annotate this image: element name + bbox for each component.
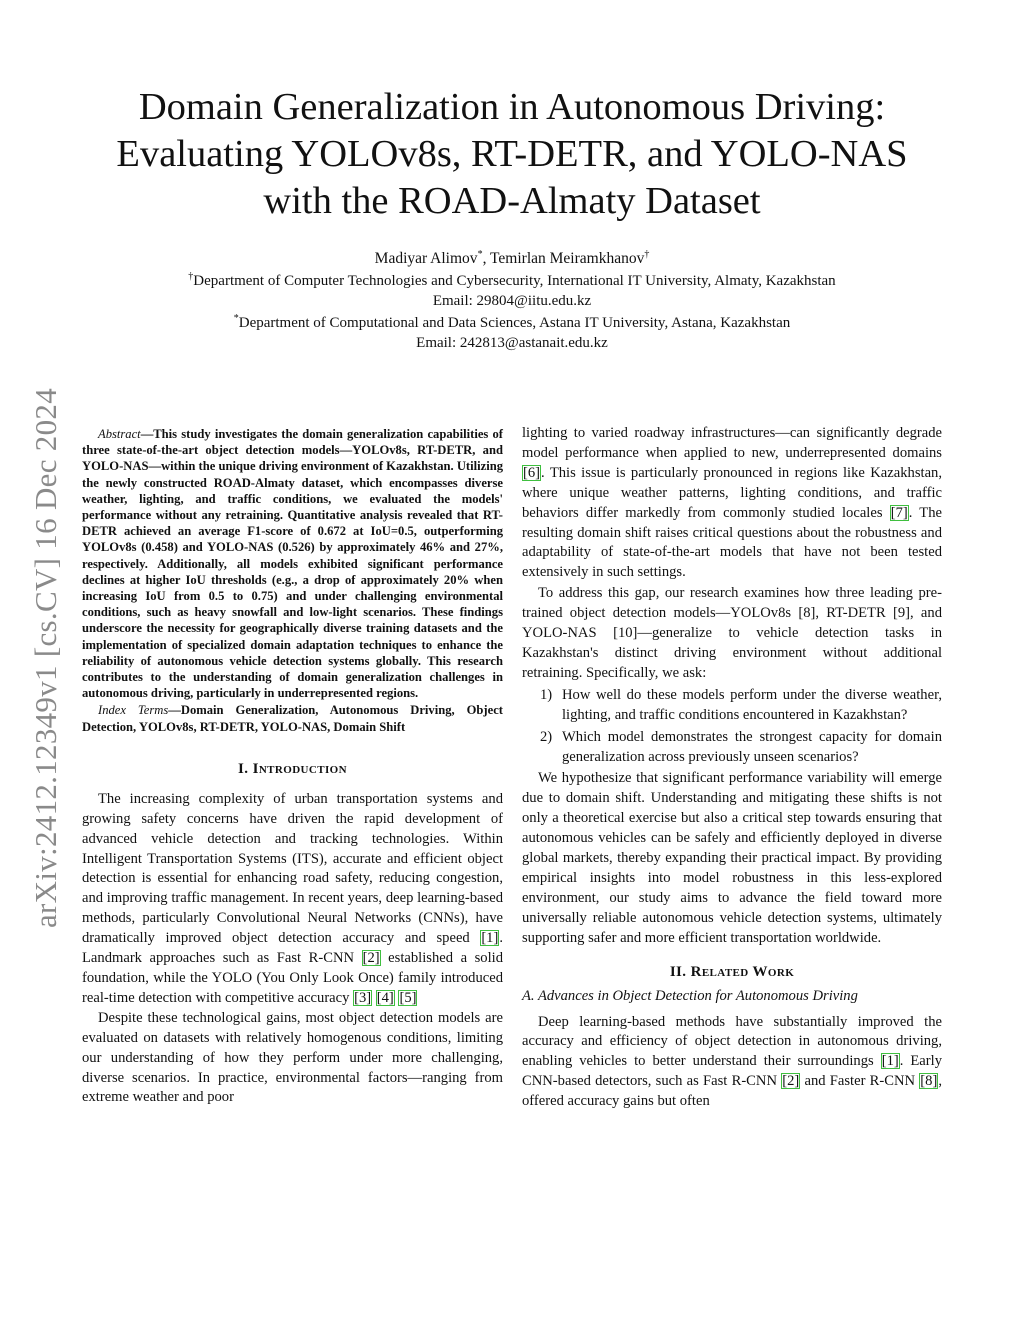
citation-link[interactable]: [7] <box>890 504 908 521</box>
citation-link[interactable]: [8] <box>920 1073 938 1090</box>
title-line-3: with the ROAD-Almaty Dataset <box>263 180 761 222</box>
intro-paragraph-3: To address this gap, our research examines how three leading pre-trained object detection models—YOLOv8s [8], RT-DETR [9], and YOLO-NAS [10]—generalize to vehicle detection tasks in Kazakhstan's distinct driving environment without additional retraining. Specifically, we ask: <box>522 585 942 681</box>
paragraph-text: . Landmark approaches such as Fast R-CNN <box>82 930 503 967</box>
abstract-paragraph <box>82 426 503 701</box>
paragraph-text: , offered accuracy gains but often <box>522 1073 942 1110</box>
affiliation-email: Email: 242813@astanait.edu.kz <box>416 335 608 351</box>
list-item-text: Which model demonstrates the strongest capacity for domain generalization across previously unseen scenarios? <box>562 728 942 765</box>
author-mark: * <box>477 249 483 260</box>
index-terms-text: —Domain Generalization, Autonomous Driving, Object Detection, YOLOv8s, RT-DETR, YOLO-NAS, Domain Shift <box>82 703 504 734</box>
affiliation-mark: † <box>188 271 194 282</box>
author-name: Temirlan Meiramkhanov <box>490 250 645 267</box>
affiliation-mark: * <box>233 313 239 324</box>
paper-title <box>60 84 964 225</box>
index-terms-label: Index Terms <box>98 703 169 718</box>
abstract-block <box>82 426 503 735</box>
paragraph-text: . Early CNN-based detectors, such as Fast R-CNN <box>522 1053 942 1090</box>
citation-link[interactable]: [1] <box>881 1053 899 1070</box>
left-column <box>82 426 503 1108</box>
list-item <box>522 686 942 726</box>
citation-link[interactable]: [5] <box>399 989 417 1006</box>
paragraph-text: lighting to varied roadway infrastructures—can significantly degrade model performance when applied to new, underrepresented domains <box>522 425 942 461</box>
list-item-text: How well do these models perform under the diverse weather, lighting, and traffic conditions encountered in Kazakhstan? <box>562 686 942 723</box>
title-line-1: Domain Generalization in Autonomous Driving: <box>138 86 886 128</box>
related-paragraph-1 <box>522 1013 942 1113</box>
paragraph-text: established a solid foundation, while the YOLO (You Only Look Once) family introduced real-time detection with competitive accuracy <box>82 950 503 1006</box>
intro-paragraph-2: Despite these technological gains, most object detection models are evaluated on datasets with relatively homogenous conditions, limiting our understanding of how they perform under more challenging, diverse scenarios. In practice, environmental factors—ranging from extreme weather and poor <box>82 1009 503 1106</box>
intro-paragraph-2-continued <box>522 424 942 583</box>
citation-link[interactable]: [4] <box>376 989 394 1006</box>
list-item <box>522 728 942 768</box>
citation-link[interactable]: [2] <box>362 950 380 967</box>
author-name: Madiyar Alimov <box>374 250 478 267</box>
citation-link[interactable]: [3] <box>354 989 372 1006</box>
intro-paragraph-1 <box>82 790 503 1009</box>
affiliation-email: Email: 29804@iitu.edu.kz <box>432 293 592 309</box>
section-heading-related-work: II. Related Work <box>669 963 795 980</box>
affiliation-1 <box>60 271 964 311</box>
subsection-heading: A. Advances in Object Detection for Autonomous Driving <box>522 987 858 1004</box>
affiliation-department: Department of Computational and Data Sciences, Astana IT University, Astana, Kazakhstan <box>238 315 791 331</box>
affiliation-2 <box>60 313 964 353</box>
citation-link[interactable]: [1] <box>481 930 499 947</box>
paragraph-text: Deep learning-based methods have substantially improved the accuracy and efficiency of object detection in autonomous driving, enabling vehicles to better understand their surroundings <box>522 1013 942 1070</box>
author-list <box>60 250 964 268</box>
arxiv-identifier-text: arXiv:2412.12349v1 [cs.CV] 16 Dec 2024 <box>28 387 64 929</box>
research-questions-list <box>522 686 942 768</box>
list-item-number: 1) <box>540 686 553 703</box>
arxiv-identifier-stamp <box>24 348 68 968</box>
section-heading-introduction: I. Introduction <box>238 760 347 777</box>
index-terms-paragraph <box>82 702 503 734</box>
abstract-label: Abstract <box>98 427 141 441</box>
paragraph-text: The increasing complexity of urban transportation systems and growing safety concerns have driven the rapid development of advanced vehicle detection and tracking technologies. Within Intelligent Transportation Systems (ITS), accurate and efficient object detection is essential for enhancing road safety, reducing congestion, and improving traffic management. In recent years, deep learning-based methods, particularly Convolutional Neural Networks (CNNs), have dramatically improved object detection accuracy and speed <box>82 790 503 947</box>
right-column <box>522 424 942 1112</box>
author-separator: , <box>482 250 491 267</box>
affiliation-department: Department of Computer Technologies and Cybersecurity, International IT University, Almaty, Kazakhstan <box>193 273 836 289</box>
citation-link[interactable]: [6] <box>523 464 541 481</box>
paragraph-text: . This issue is particularly pronounced in regions like Kazakhstan, where unique weather patterns, lighting conditions, and traffic behaviors differ markedly from commonly studied locales <box>522 464 942 521</box>
abstract-text: —This study investigates the domain generalization capabilities of three state-of-the-art object detection models—YOLOv8s, RT-DETR, and YOLO-NAS—within the unique driving environment of Kazakhstan. Utilizing the newly constructed ROAD-Almaty dataset, which encompasses diverse weather, lighting, and traffic conditions, we evaluated the models' performance without any retraining. Quantitative analysis revealed that RT-DETR achieved an average F1-score of 0.672 at IoU=0.5, outperforming YOLOv8s (0.458) and YOLO-NAS (0.526) by approximately 46% and 27%, respectively. Additionally, all models exhibited significant performance declines at higher IoU thresholds (e.g., a drop of approximately 20% when increasing IoU from 0.5 to 0.75) and under challenging environmental conditions, such as heavy snowfall and low-light scenarios. These findings underscore the necessity for geographically diverse training datasets and the implementation of specialized domain adaptation techniques to enhance the reliability of autonomous vehicle detection systems globally. This research contributes to the understanding of domain generalization challenges in autonomous driving, particularly in underrepresented regions. <box>82 427 504 701</box>
title-line-2: Evaluating YOLOv8s, RT-DETR, and YOLO-NAS <box>116 133 908 175</box>
intro-paragraph-4: We hypothesize that significant performance variability will emerge due to domain shift. Understanding and mitigating these shifts is not only a theoretical exercise but also a critical step towards ensuring that autonomous vehicles can be safely and efficiently deployed in diverse global markets, thereby expanding their practical impact. By providing empirical insights into model robustness in this less-explored environment, our study aims to advance the field toward more universally reliable autonomous vehicle detection systems, ultimately supporting safer and more efficient transportation worldwide. <box>522 770 942 946</box>
paragraph-text: . The resulting domain shift raises critical questions about the robustness and adaptability of state-of-the-art models that have not been tested extensively in such settings. <box>522 504 942 581</box>
author-mark: † <box>644 249 650 260</box>
list-item-number: 2) <box>540 728 553 745</box>
citation-link[interactable]: [2] <box>782 1073 800 1090</box>
paragraph-text: and Faster R-CNN <box>800 1073 920 1090</box>
